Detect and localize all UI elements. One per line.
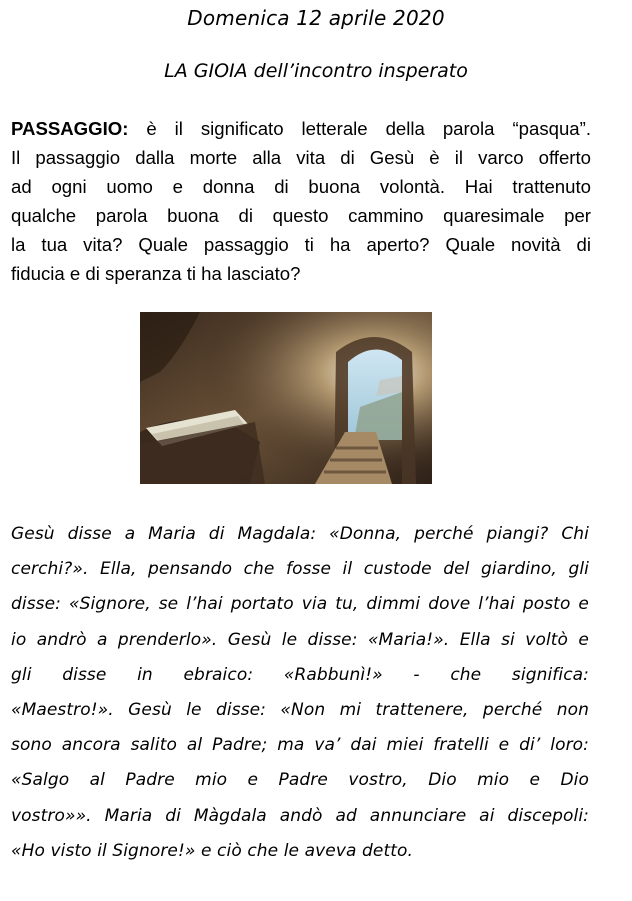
intro-label: PASSAGGIO: <box>11 118 129 139</box>
intro-line: la tua vita? Quale passaggio ti ha aperto? Quale novità di <box>11 234 591 255</box>
gospel-line: «Ho visto il Signore!» e ciò che le aveva detto. <box>11 840 413 861</box>
intro-line-text: è il significato letterale della parola “pasqua”. <box>128 118 591 139</box>
page-date: Domenica 12 aprile 2020 <box>187 6 445 30</box>
intro-paragraph <box>11 114 591 288</box>
gospel-line: gli disse in ebraico: «Rabbunì!» - che significa: <box>11 664 589 685</box>
gospel-passage <box>11 517 589 869</box>
gospel-line: vostro»». Maria di Màgdala andò ad annunciare ai discepoli: <box>11 805 589 826</box>
gospel-line: Gesù disse a Maria di Magdala: «Donna, perché piangi? Chi <box>11 524 589 544</box>
page-title: LA GIOIA dell’incontro insperato <box>164 60 468 82</box>
intro-line: ad ogni uomo e donna di buona volontà. Hai trattenuto <box>11 176 591 197</box>
intro-line <box>11 114 591 143</box>
gospel-line: cerchi?». Ella, pensando che fosse il custode del giardino, gli <box>11 559 589 580</box>
gospel-line: sono ancora salito al Padre; ma va’ dai miei fratelli e di’ loro: <box>11 735 589 756</box>
intro-line: qualche parola buona di questo cammino quaresimale per <box>11 205 591 226</box>
empty-tomb-illustration <box>140 312 432 484</box>
gospel-line: io andrò a prenderlo». Gesù le disse: «Maria!». Ella si voltò e <box>11 629 589 650</box>
intro-line: fiducia e di speranza ti ha lasciato? <box>11 263 301 284</box>
gospel-line: «Salgo al Padre mio e Padre vostro, Dio mio e Dio <box>11 770 589 791</box>
gospel-line: «Maestro!». Gesù le disse: «Non mi trattenere, perché non <box>11 700 589 721</box>
intro-line: Il passaggio dalla morte alla vita di Gesù è il varco offerto <box>11 147 591 168</box>
gospel-line: disse: «Signore, se l’hai portato via tu, dimmi dove l’hai posto e <box>11 594 589 615</box>
empty-tomb-photo <box>140 312 432 484</box>
